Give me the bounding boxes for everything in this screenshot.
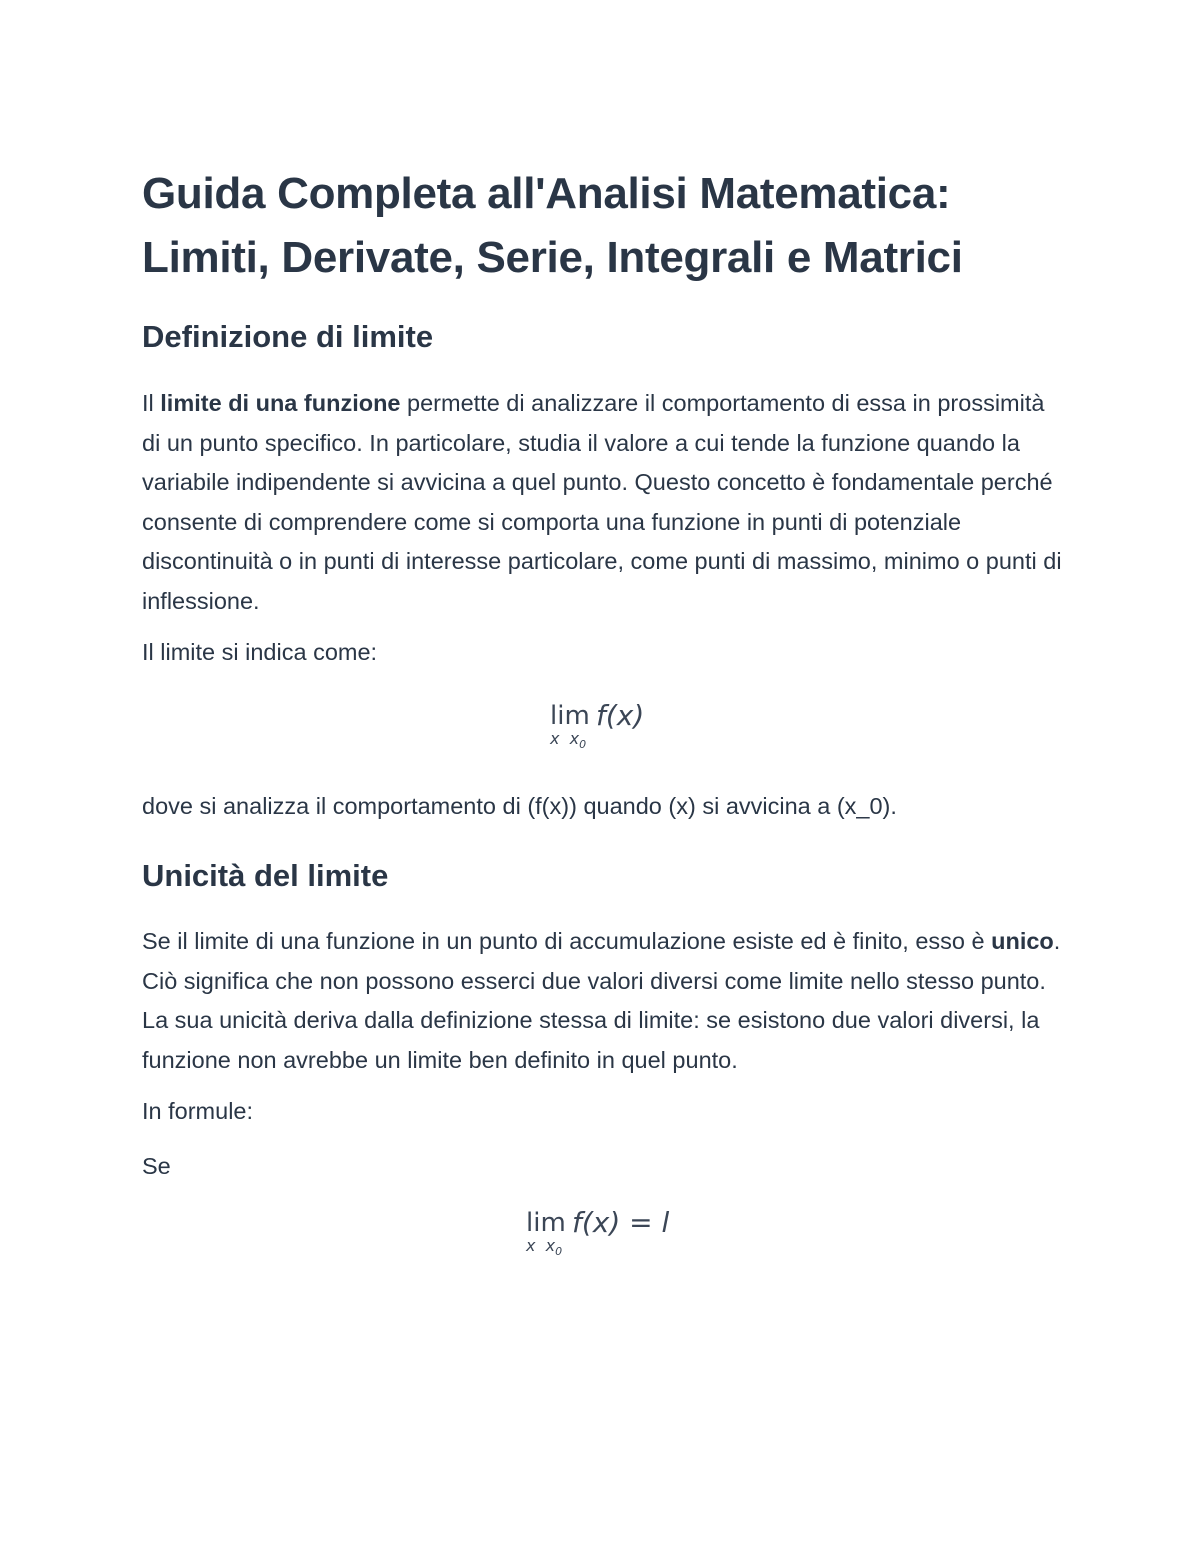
formula-lim-subscript: x $x_0$ [526, 1236, 563, 1259]
formula-limit-definition [142, 698, 1062, 771]
formula-function: f(x) [596, 698, 645, 732]
document-page [142, 162, 1062, 1278]
section-heading-unicita: Unicità del limite [142, 858, 389, 893]
paragraph-dove: dove si analizza il comportamento di (f(x)) quando (x) si avvicina a (x_0). [142, 792, 897, 819]
formula-lim-operator: lim [526, 1208, 566, 1238]
paragraph-se: Se [142, 1152, 171, 1179]
paragraph-definizione: Il limite di una funzione permette di analizzare il comportamento di essa in prossimità di un punto specifico. In particolare, studia il valore a cui tende la funzione quando la variabile indipendente si avvicina a quel punto. Questo concetto è fondamentale perché consente di comprendere come si comporta una funzione in punti di potenziale discontinuità o in punti di interesse particolare, come punti di massimo, minimo o punti di inflessione. [142, 390, 1062, 614]
title-line-2: Limiti, Derivate, Serie, Integrali e Matrici [142, 233, 963, 282]
formula-lim-subscript: x $x_0$ [550, 728, 587, 751]
document-title [142, 162, 1062, 290]
title-line-1: Guida Completa all'Analisi Matematica: [142, 169, 951, 218]
formula-limit-unique [142, 1208, 1062, 1278]
bold-term-unico: unico [991, 928, 1054, 954]
formula-function-equals: f(x) = l [572, 1206, 670, 1239]
bold-term-limite: limite di una funzione [160, 390, 401, 416]
paragraph-in-formule: In formule: [142, 1098, 254, 1124]
section-heading-definizione: Definizione di limite [142, 319, 434, 354]
formula-lim-operator: lim [550, 700, 590, 731]
paragraph-indica: Il limite si indica come: [142, 639, 378, 665]
paragraph-unicita: Se il limite di una funzione in un punto di accumulazione esiste ed è finito, esso è unico. Ciò significa che non possono esserci due valori diversi come limite nello stesso punto. La sua unicità deriva dalla definizione stessa di limite: se esistono due valori diversi, la funzione non avrebbe un limite ben definito in quel punto. [142, 928, 1061, 1073]
